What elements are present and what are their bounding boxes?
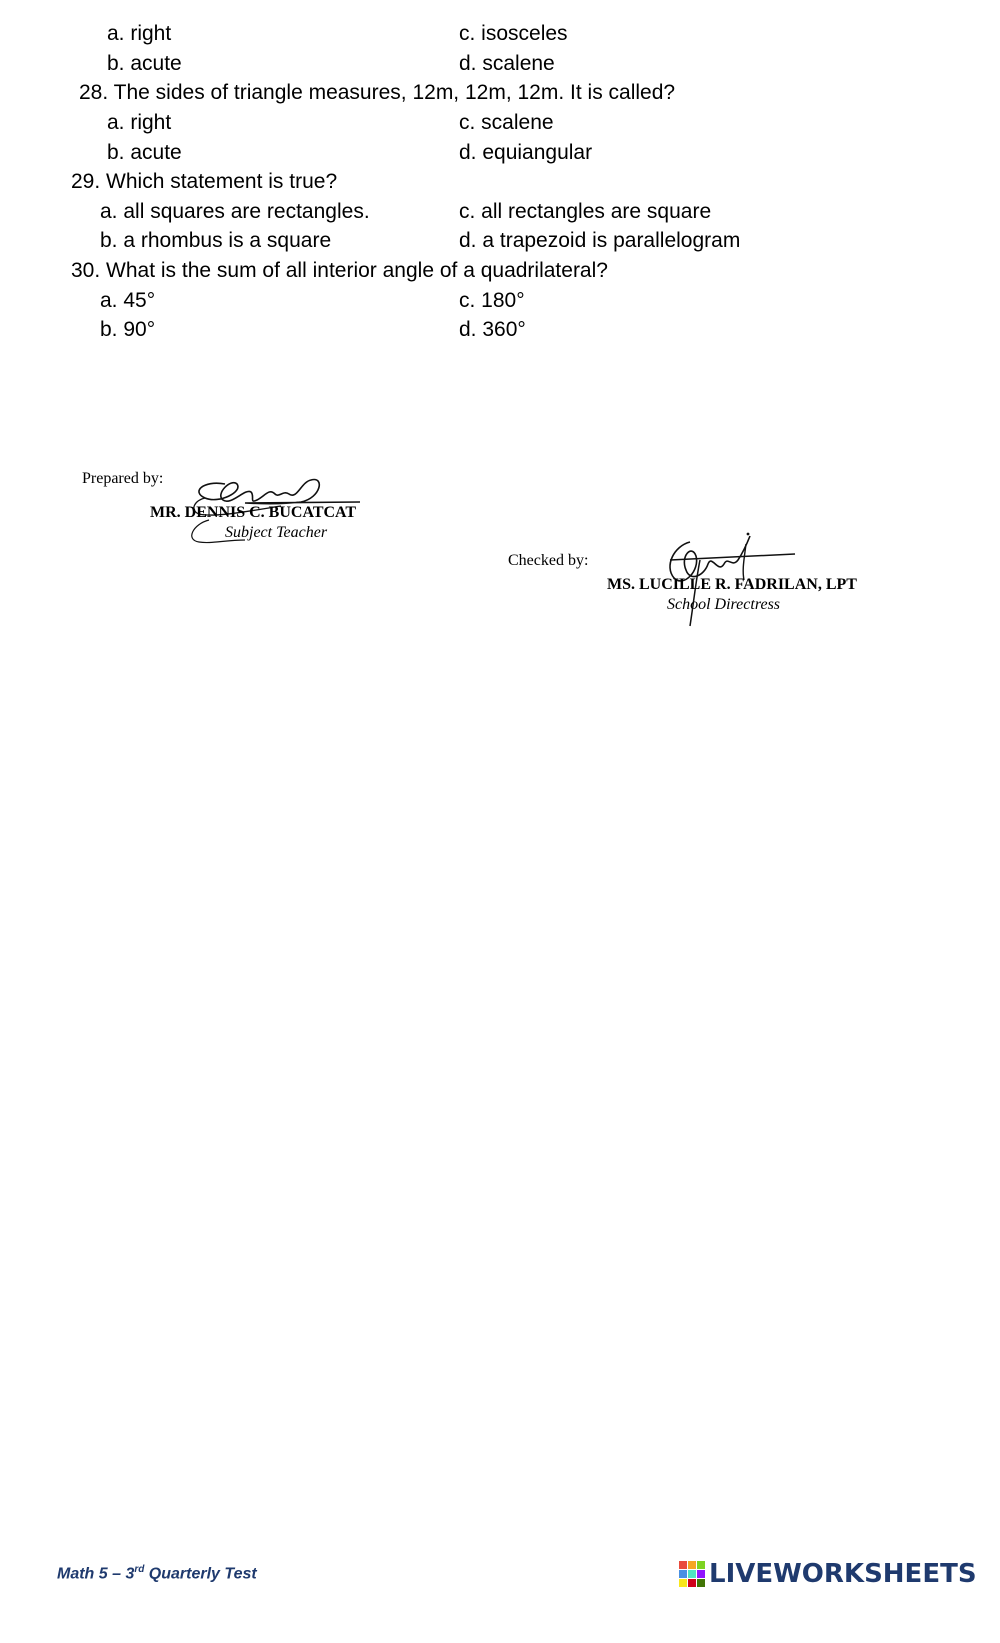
option-28-c: c. scalene — [459, 111, 554, 134]
footer-test-title — [57, 1564, 257, 1583]
teacher-name: MR. DENNIS C. BUCATCAT — [150, 504, 357, 521]
option-28-d: d. equiangular — [459, 141, 593, 164]
checked-by-label: Checked by: — [508, 552, 589, 569]
question-29: 29. Which statement is true? — [71, 170, 338, 193]
option-30-a: a. 45° — [100, 289, 156, 312]
directress-role: School Directress — [667, 596, 781, 613]
footer-ordinal: rd — [134, 1564, 145, 1575]
footer-subject: Math 5 – 3 — [57, 1565, 135, 1583]
option-29-b: b. a rhombus is a square — [100, 229, 332, 252]
option-30-b: b. 90° — [100, 318, 156, 341]
option-29-c: c. all rectangles are square — [459, 200, 712, 223]
option-27-d: d. scalene — [459, 52, 555, 75]
teacher-role: Subject Teacher — [225, 524, 328, 541]
liveworksheets-brand: LIVEWORKSHEETS — [709, 1559, 977, 1589]
option-30-c: c. 180° — [459, 289, 525, 312]
option-29-d: d. a trapezoid is parallelogram — [459, 229, 741, 252]
option-27-b: b. acute — [107, 52, 182, 75]
option-27-a: a. right — [107, 22, 172, 45]
prepared-by-label: Prepared by: — [82, 470, 164, 487]
directress-name: MS. LUCILLE R. FADRILAN, LPT — [607, 576, 857, 593]
question-28: 28. The sides of triangle measures, 12m, 12m, 12m. It is called? — [79, 81, 676, 104]
question-30: 30. What is the sum of all interior angle of a quadrilateral? — [71, 259, 608, 282]
liveworksheets-logo[interactable] — [679, 1559, 977, 1589]
option-30-d: d. 360° — [459, 318, 526, 341]
option-29-a: a. all squares are rectangles. — [100, 200, 370, 223]
footer-test-name: Quarterly Test — [144, 1565, 257, 1583]
option-27-c: c. isosceles — [459, 22, 568, 45]
option-28-a: a. right — [107, 111, 172, 134]
option-28-b: b. acute — [107, 141, 182, 164]
liveworksheets-logo-icon — [679, 1561, 705, 1587]
